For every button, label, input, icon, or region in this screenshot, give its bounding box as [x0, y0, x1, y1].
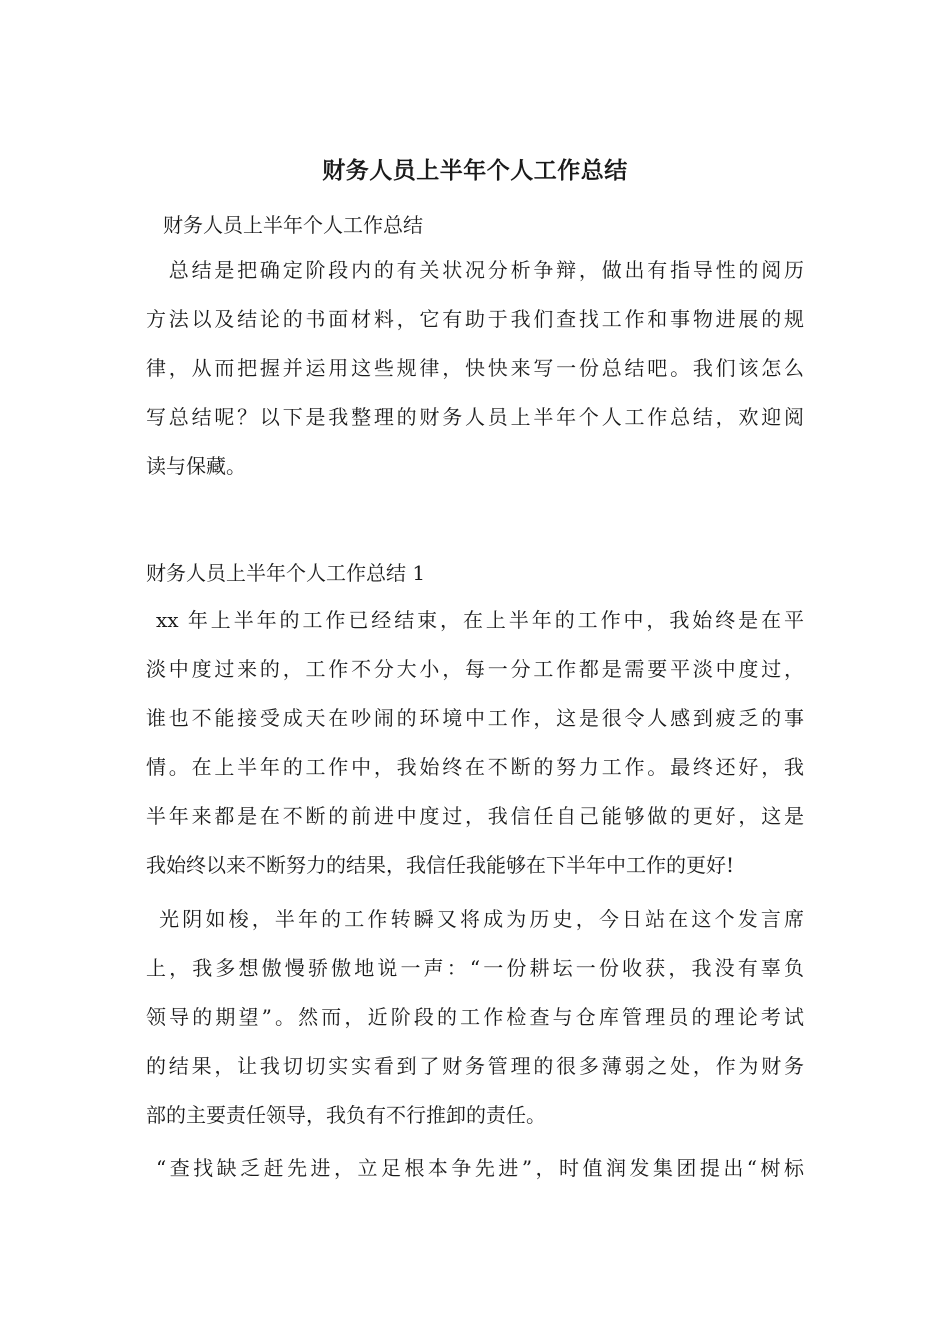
text-line: 读与保藏。: [146, 454, 246, 478]
intro-paragraph: [146, 246, 804, 491]
text-line: 上，我多想傲慢骄傲地说一声：“一份耕坛一份收获，我没有辜负: [146, 956, 804, 980]
document-title: 财务人员上半年个人工作总结: [322, 157, 628, 184]
body-paragraph: [146, 1144, 804, 1193]
text-line: 我始终以来不断努力的结果，我信任我能够在下半年中工作的更好!: [146, 853, 735, 877]
text-line: 写总结呢？以下是我整理的财务人员上半年个人工作总结，欢迎阅: [146, 405, 804, 429]
text-line: 情。在上半年的工作中，我始终在不断的努力工作。最终还好，我: [146, 755, 804, 779]
section-heading: 财务人员上半年个人工作总结 1: [146, 561, 426, 585]
text-line: “查找缺乏赶先进，立足根本争先进”，时值润发集团提出“树标: [146, 1156, 804, 1180]
text-line: 部的主要责任领导，我负有不行推卸的责任。: [146, 1103, 546, 1127]
text-line: 总结是把确定阶段内的有关状况分析争辩，做出有指导性的阅历: [146, 258, 804, 282]
text-line: 淡中度过来的，工作不分大小，每一分工作都是需要平淡中度过，: [146, 657, 804, 681]
body-paragraph: [146, 596, 804, 890]
body-paragraph: [146, 895, 804, 1140]
text-line: 方法以及结论的书面材料，它有助于我们查找工作和事物进展的规: [146, 307, 804, 331]
text-line: 谁也不能接受成天在吵闹的环境中工作，这是很令人感到疲乏的事: [146, 706, 804, 730]
text-line: 光阴如梭，半年的工作转瞬又将成为历史，今日站在这个发言席: [146, 907, 804, 931]
text-line: 的结果，让我切切实实看到了财务管理的很多薄弱之处，作为财务: [146, 1054, 804, 1078]
document-subtitle: 财务人员上半年个人工作总结: [163, 213, 423, 237]
text-line: 半年来都是在不断的前进中度过，我信任自己能够做的更好，这是: [146, 804, 804, 828]
text-line: 律，从而把握并运用这些规律，快快来写一份总结吧。我们该怎么: [146, 356, 804, 380]
text-line: 领导的期望”。然而，近阶段的工作检查与仓库管理员的理论考试: [146, 1005, 804, 1029]
text-line: xx 年上半年的工作已经结束，在上半年的工作中，我始终是在平: [146, 608, 804, 632]
